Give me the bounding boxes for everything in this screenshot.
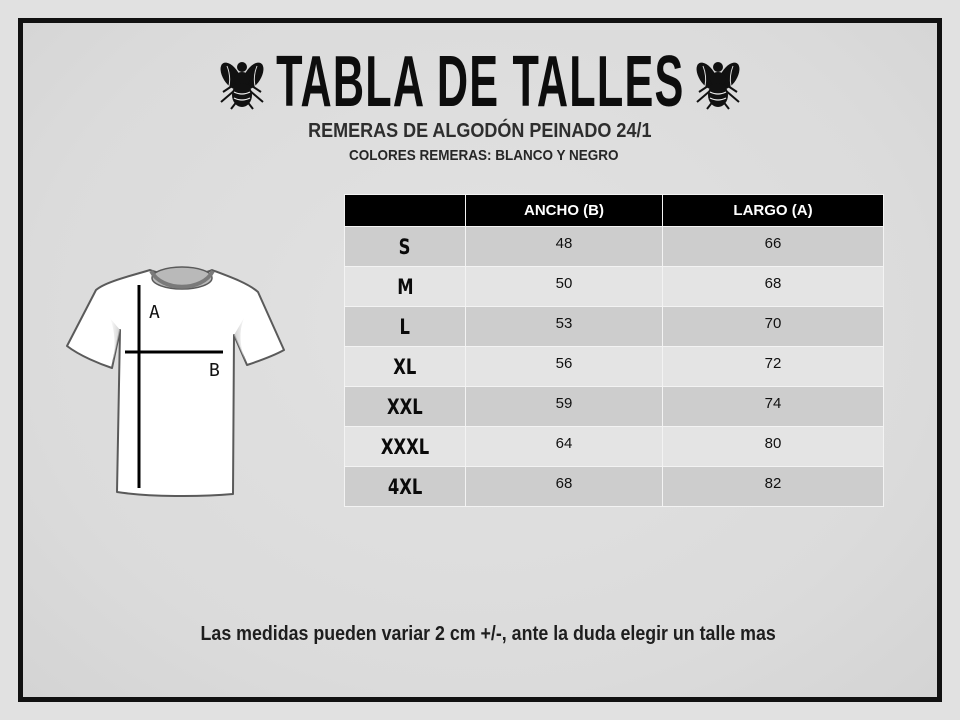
footer-note: Las medidas pueden variar 2 cm +/-, ante la duda elegir un talle mas [200, 623, 776, 645]
ancho-cell: 56 [466, 347, 663, 387]
largo-cell: 82 [663, 467, 884, 507]
size-label: M [396, 274, 414, 299]
size-cell [345, 427, 466, 467]
table-row [345, 387, 884, 427]
largo-cell: 68 [663, 267, 884, 307]
table-row [345, 307, 884, 347]
table-row [345, 347, 884, 387]
tshirt-body [67, 270, 284, 496]
ancho-cell: 59 [466, 387, 663, 427]
ancho-cell: 50 [466, 267, 663, 307]
page-title: TABLA DE TALLES [275, 42, 685, 122]
table-header-row [345, 195, 884, 227]
colors-container [0, 146, 960, 166]
largo-cell: 80 [663, 427, 884, 467]
ancho-cell: 68 [466, 467, 663, 507]
subtitle: REMERAS DE ALGODÓN PEINADO 24/1 [308, 120, 652, 142]
subtitle-container [0, 119, 960, 143]
colors-note: COLORES REMERAS: BLANCO Y NEGRO [349, 147, 619, 164]
size-label: XL [393, 354, 417, 379]
tshirt-diagram [60, 258, 295, 506]
header-size-cell [345, 195, 466, 227]
size-label: L [399, 314, 411, 339]
table-row [345, 267, 884, 307]
ancho-cell: 53 [466, 307, 663, 347]
ancho-cell: 48 [466, 227, 663, 267]
ancho-cell: 64 [466, 427, 663, 467]
label-a: A [149, 302, 160, 323]
size-label: S [399, 234, 411, 259]
size-cell [345, 347, 466, 387]
size-table [344, 194, 884, 507]
title-container [0, 42, 960, 122]
size-label: XXL [387, 394, 423, 419]
size-label: 4XL [387, 474, 423, 499]
size-cell [345, 267, 466, 307]
header-largo: LARGO (A) [663, 195, 884, 227]
largo-cell: 72 [663, 347, 884, 387]
header-ancho: ANCHO (B) [466, 195, 663, 227]
size-label: XXXL [380, 434, 430, 459]
size-cell [345, 387, 466, 427]
largo-cell: 66 [663, 227, 884, 267]
table-row [345, 227, 884, 267]
label-b: B [209, 360, 220, 381]
size-cell [345, 307, 466, 347]
largo-cell: 74 [663, 387, 884, 427]
largo-cell: 70 [663, 307, 884, 347]
footer-container [0, 621, 960, 647]
table-row [345, 427, 884, 467]
table-row [345, 467, 884, 507]
size-cell [345, 227, 466, 267]
size-cell [345, 467, 466, 507]
